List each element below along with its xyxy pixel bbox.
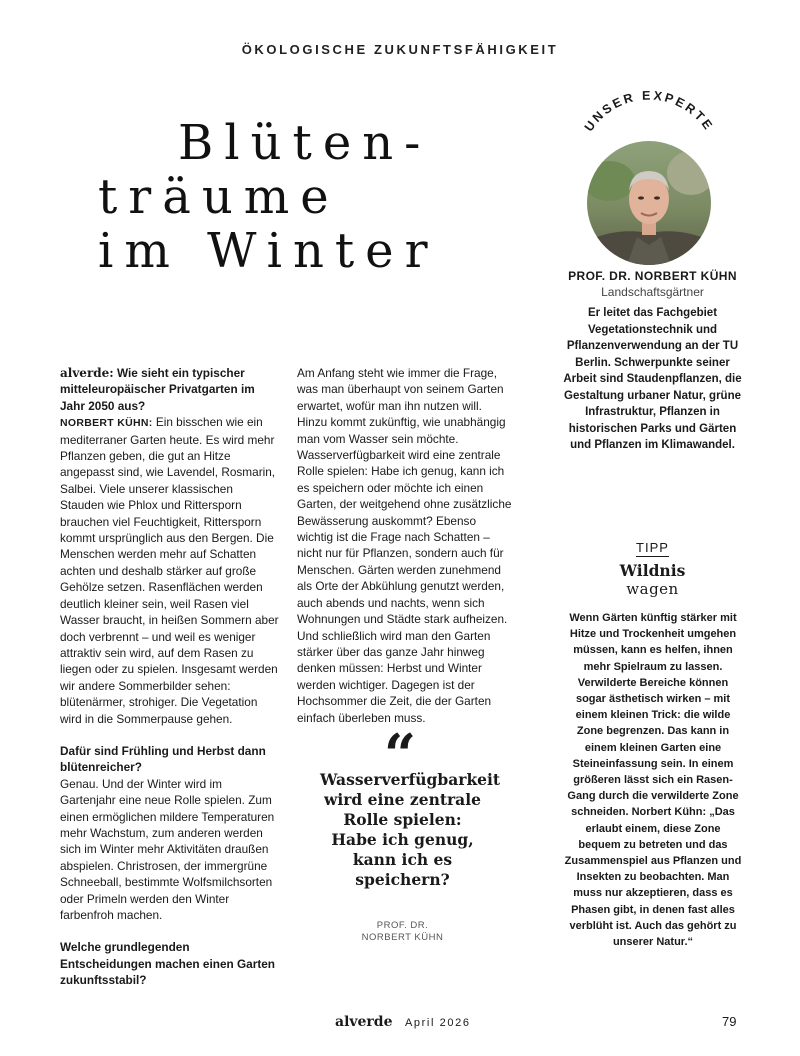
expert-role: Landschaftsgärtner [601, 285, 704, 299]
expert-bio: Er leitet das Fachgebiet Vegetationstechnik und Pflanzenverwendung an der TU Berlin. Schwerpunkte seiner Arbeit sind Staudenpflanzen, die Gestaltung urbaner Natur, grüne Infrastruktur, Pflanzen in historischen Parks und Gärten und Pflanzen im Klimawandel. [563, 307, 742, 451]
quote-mark-icon: “ [383, 722, 417, 788]
footer-issue-date: April 2026 [405, 1017, 471, 1029]
tip-label [560, 540, 745, 555]
question-3: Welche grundlegenden Entscheidungen machen einen Garten zukunftsstabil? [60, 940, 276, 988]
question-1: Wie sieht ein typischer mitteleuropäischer Privatgarten im Jahr 2050 aus? [60, 366, 255, 413]
headline-line-3: im Winter [98, 223, 439, 279]
tip-title: Wildnis [619, 561, 686, 580]
headline [98, 116, 498, 278]
tip-label-text: TIPP [636, 540, 669, 555]
answer-2: Genau. Und der Winter wird im Gartenjahr eine neue Rolle spielen. Zum einen ermöglichen mildere Temperaturen mehr Wachstum, zum anderen werden sich im Winter mehr Aktivitäten draußen abspielen. Christrosen, der immergrüne Schneeball, bestimmte Wolfsmilchsorten oder Primeln werden den Winter farbenfroh machen. [60, 776, 275, 922]
article-column-2 [297, 365, 512, 726]
section-kicker: ÖKOLOGISCHE ZUKUNFTSFÄHIGKEIT [241, 42, 559, 57]
interviewer-brand: alverde: [60, 366, 114, 380]
speaker-label: NORBERT KÜHN: [60, 417, 153, 430]
expert-photo-image [587, 141, 711, 265]
pull-quote-attribution [330, 920, 475, 944]
article-column-1 [60, 365, 280, 989]
svg-text:UNSER EXPERTE [582, 89, 717, 135]
footer-brand-logo: alverde [335, 1014, 393, 1030]
headline-line-2: träume [98, 169, 340, 225]
pull-quote: Wasserverfügbarkeit wird eine zentrale Rolle spielen: Habe ich genug, kann ich es speichern? [320, 770, 501, 889]
answer-3: Am Anfang steht wie immer die Frage, was man überhaupt von seinem Garten erwartet, wofür man ihn nutzen will. Hinzu kommt zukünftig, wie unabhängig man vom Wasser sein möchte. Wasserverfügbarkeit wird eine zentrale Rolle spielen: Habe ich genug, kann ich es speichern oder möchte ich einen Garten, der weitgehend ohne zusätzliche Bewässerung auskommt? Ebenso wichtig ist die Frage nach Schatten – nicht nur für Pflanzen, sondern auch für Menschen. Gärten werden zunehmend als Orte der Abkühlung genutzt werden, auch abends und nachts, wenn sich Wohnungen und Städte stark aufheizen. Und schließlich wird man den Garten stärker über das ganze Jahr hinweg denken müssen: Herbst und Winter werden wichtiger. Dagegen ist der Hochsommer die Zeit, die der Garten einfach überleben muss. [297, 366, 512, 725]
answer-1: Ein bisschen wie ein mediterraner Garten heute. Es wird mehr Pflanzen geben, die gut an Hitze angepasst sind, wie Lavendel, Rosmarin, Salbei. Viele unserer klassischen Stauden wie Phlox und Rittersporn brauchen viel Feuchtigkeit, Rittersporn kommt ursprünglich aus den Bergen. Die Menschen werden mehr auf Schatten achten und deshalb stärker auf große Gehölze setzen. Rasenflächen werden deutlich kleiner sein, weil Rasen viel Wasser braucht, in heißen Sommern aber doch verbrennt – und weil es weniger attraktiv sein wird, auf dem Rasen zu liegen oder zu spielen. Insgesamt werden wir andere Sommerbilder sehen: blütenärmer, strohiger. Die Vegetation wird in die Sommerpause gehen. [60, 415, 279, 726]
expert-name: PROF. DR. NORBERT KÜHN [568, 269, 737, 283]
pull-quote-attribution-line-1: PROF. DR. [376, 920, 429, 931]
expert-arc-text: UNSER EXPERTE [581, 88, 717, 135]
headline-line-1: Blüten- [178, 115, 432, 171]
question-2: Dafür sind Frühling und Herbst dann blütenreicher? [60, 743, 266, 775]
expert-portrait [587, 141, 711, 265]
page-number: 79 [722, 1014, 737, 1029]
tip-subtitle: wagen [626, 580, 679, 598]
pull-quote-attribution-line-2: NORBERT KÜHN [361, 932, 444, 943]
tip-body: Wenn Gärten künftig stärker mit Hitze und Trockenheit umgehen müssen, kann es helfen, ihnen mehr Spielraum zu lassen. Verwilderte Bereiche können sogar ästhetisch wirken – mit einem kleinen Trick: die wilde Zone begrenzen. Das kann in einem kleinen Garten eine Steineinfassung sein. In einem größeren lässt sich ein Rasen-Gang durch die verwilderte Zone schneiden. Norbert Kühn: „Das erlaubt einem, diese Zone bequem zu betreten und das Zusammenspiel aus Pflanzen und Insekten zu beobachten. Man muss nur akzeptieren, dass es Phasen gibt, in denen fast alles verblüht ist. Auch das gehört zu unserer Natur.“ [564, 612, 742, 949]
